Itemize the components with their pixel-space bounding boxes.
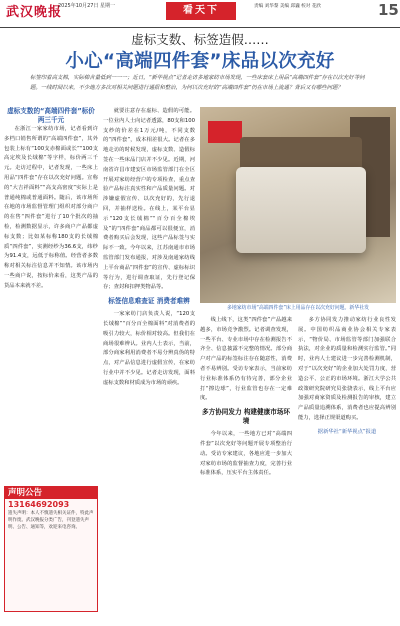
photo-caption: 多地家纺市场“高端四件套”床上用品存在以次充好问题。新华社发 [226,305,369,311]
page-title: 小心“高端四件套”床品以次充好 [65,51,335,72]
column-1-body: 在浙江一家家纺市场，记者看到许多档口销售所谓的“高端四件套”，其外包装上标有“100支赤棉面或长”“100支高定埃及长绒棉”等字样，标价两三千元。走访过程中，记者发现，一些床上用品“四件套”存在以次充好问题。宣称的“大吉祥面料”“高支高密度”实际上是普通纯棉或普通面料。随后，该市场所在地的市场监督管理门组织对部分商户的在售“四件套”进行了10个批次的抽检，检测数据显示，许多商户产品都虚标支数；比如某标称180支的长绒棉质“四件套”，实测经纱为36.6支，纬纱为91.4支，远低于标称值。经营者多数称对相关标注信息并不知情。该市场内一些商户说，按标价来看，这类产品的货品本来就不差。 [4,126,98,289]
article-byline: 据新华社“新华视点”报道 [317,428,377,435]
column-3 [200,316,292,616]
headline-kicker: 虚标支数、标签造假…… [131,32,269,47]
newspaper-logo: 武汉晚报 [6,5,63,20]
column-2-body: 就要注意存在虚标、造假的可能。一位业内人士向记者透露，80支和100支纱的价差在1万元/吨，不同支数的“四件套”，成本相差很大。记者在多地走访的时候发现，虚标支数、造假标签在一些床品门店并不少见。近期，河南省许昌市建安区市场监管部门在全区开展对家纺经营户的专项检查，重点查验产品标注真实性和产品质量问题。对涉嫌虚假宣传、以次充好的，先行退回，并抽样送检。在线上，某平台显示“120支长绒棉”“百分百全棉埃及”的“四件套”商品都可以很便宜，消费者购买后会发现，这些产品标签与实际不一致。今年以来，江苏南通市市场监管部门发布通报，对涉及南通家纺线上平台商品“四件套”的宣传、虚标标识等行为，进行调查取证，先行登记保存；查封和扣押类物品等。 [103,108,195,291]
editors-credit: 责编 刘华黎 美编 邱巍 校对 花欣 [254,4,322,9]
column-1 [4,107,98,482]
column-4-body: 多方协同发力推动家纺行业良性发展。中国纺织品商业协会相关专家表示，“物价局、市场监管等部门加强联合执法，对企业的质量和检测实行监管。”同时，业内人士建议进一步完善检测机制，对于“以次充好”的企业加大处罚力度，营造公平、公正的市场环境。浙江大学公共政策研究院研究员张骁表示，线上平台应加强对商家资质及检测报告的审核，建立产品质量追溯体系，消费者也应提高辨别能力，选择正规渠道购买。 [298,317,396,421]
column-3-body-continued: 今年以来，一些地方已对“高端四件套”以次充好等问题开展专项整治行动。受访专家建议，各地应进一步加大对家纺市场的监督抽查力度，完善行业标准体系，压实平台主体责任。 [200,431,292,477]
article-summary: 标签印着高支棉，实际棉含量低到一一一；近日，“新华视点”记者走访多地家纺市场发现，一些床套床上用品“高端四件套”存在以次充好等问题。一线时间以来，不少地方多次对相关问题进行通报和整治，为何以次充好的“高端四件套”仍在市场上流通？背后又有哪些问题？ [30,75,365,91]
photo-sign [208,121,242,143]
masthead [0,0,400,28]
page-number: 15 [378,1,399,19]
classified-ad [4,486,98,612]
bedding-store-photo [200,107,396,303]
column-3-body: 线上线下，这类“四件套”产品越来越多，市场竞争激烈。记者调查发现，一些平台、专业市场中存在检测报告不齐全、信息披露不完整的情况。部分商户对产品的标签标注存在随意性，消费者不易辨别。受访专家表示，当前家纺行业标准体系仍有待完善，部分企业打“擦边球”，行业监管也存在一定难度。 [200,317,292,402]
column-3-subhead: 多方协同发力 构建健康市场环境 [201,408,290,426]
column-2-body-continued: 一家家纺门店负责人说，“120支长绒棉”“百分百全棉面料”对消费者的吸引力较大，标价相对较高。但我们在商场很难辨认。业内人士表示，当前，部分商家利用消费者不易分辨真伪的特点，对产品信息进行虚假宣传，在家纺行业中并不少见。记者走访发现，面料虚标支数和材质成为市场的顽疾。 [103,311,195,386]
column-2-subhead: 标签信息难查证 消费者难辨 [108,297,190,306]
ad-phone: 13164692093 [8,500,70,509]
section-badge: 看天下 [166,2,236,20]
issue-date: 2025年10月27日 星期一 [58,3,116,9]
column-2 [103,107,195,612]
ad-body: 遗失声明：本人不慎遗失相关证件，特此声明作废。武汉晚报分类广告，刊登遗失声明、公告、通知等，欢迎来电咨询。 [8,511,94,530]
column-4 [298,316,396,616]
ad-title: 声明公告 [5,487,97,499]
photo-bed [236,167,366,253]
column-1-subhead: 虚标支数的“高端四件套”标价两三千元 [7,107,95,124]
